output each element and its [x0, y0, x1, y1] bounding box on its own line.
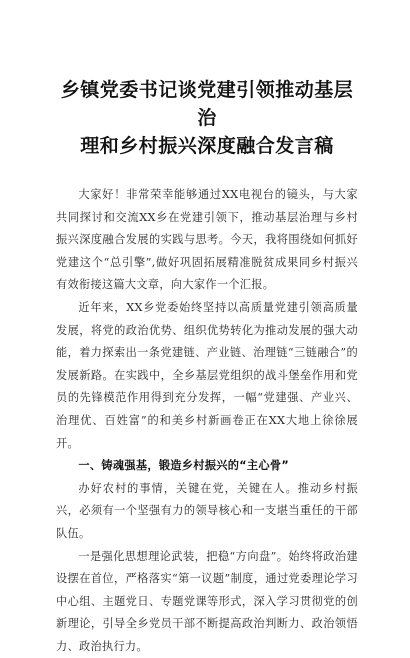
paragraph-section1-intro: 办好农村的事情，关键在党，关键在人。推动乡村振兴，必须有一个坚强有力的领导核心和一支堪当重任的干部队伍。	[56, 478, 358, 546]
title-spacing	[56, 160, 358, 184]
paragraph-overview: 近年来，XX乡党委始终坚持以高质量党建引领高质量发展，将党的政治优势、组织优势转化为推动发展的强大动能，着力探索出一条党建链、产业链、治理链“三链融合”的发展新路。在实践中，全乡基层党组织的战斗堡垒作用和党员的先锋模范作用得到充分发挥，一幅“党建强、产业兴、治理优、百姓富”的和美乡村新画卷正在XX大地上徐徐展开。	[56, 297, 358, 455]
paragraph-greeting: 大家好！非常荣幸能够通过XX电视台的镜头，与大家共同探讨和交流XX乡在党建引领下，推动基层治理与乡村振兴深度融合发展的实践与思考。今天，我将围绕如何抓好党建这个“总引擎”,做好巩固拓展精准脱贫成果同乡村振兴有效衔接这篇大文章，向大家作一个汇报。	[56, 184, 358, 297]
title-line-1: 乡镇党委书记谈党建引领推动基层治	[61, 79, 354, 129]
section-heading-1: 一、铸魂强基，锻造乡村振兴的“主心骨”	[56, 455, 358, 478]
document-title	[56, 76, 358, 160]
paragraph-section1-point1: 一是强化思想理论武装，把稳“方向盘”。始终将政治建设摆在首位，严格落实“第一议题”制度，通过党委理论学习中心组、主题党日、专题党课等形式，深入学习贯彻党的创新理论，引导全乡党员干部不断提高政治判断力、政治领悟力、政治执行力。	[56, 546, 358, 658]
title-line-2: 理和乡村振兴深度融合发言稿	[80, 135, 334, 157]
